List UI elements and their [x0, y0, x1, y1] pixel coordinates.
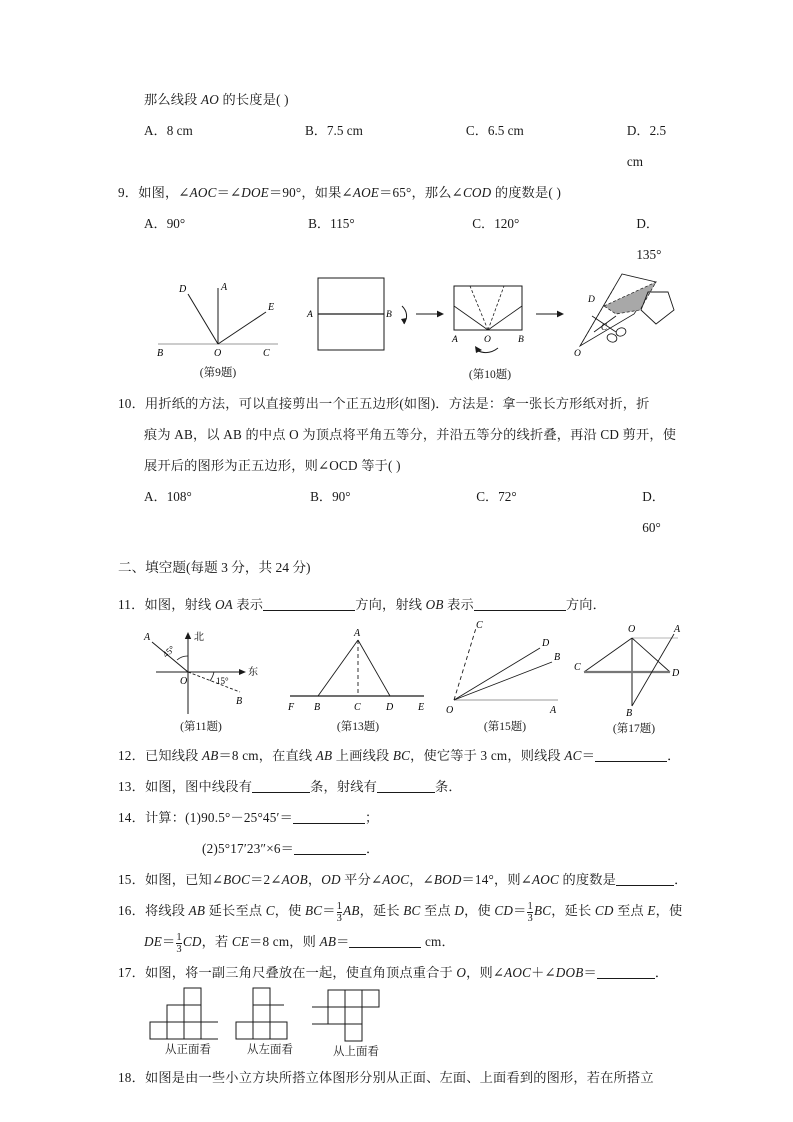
q11-label-A: A: [144, 632, 151, 643]
q9-label-O: O: [214, 348, 222, 359]
figure-q9-caption: (第9题): [199, 367, 237, 379]
q15-label-D: D: [542, 638, 550, 649]
figure-q17-caption: (第17题): [612, 723, 656, 735]
question-17: 17．如图，将一副三角尺叠放在一起，使直角顶点重合于 O，则∠AOC＋∠DOB＝ ．: [118, 965, 669, 980]
q11-label-north: 北: [194, 632, 204, 643]
q9-label-D: D: [179, 284, 187, 295]
scissors-icon: [592, 316, 627, 343]
view-top-caption: 从上面看: [333, 1046, 379, 1058]
q16-blank[interactable]: [349, 933, 421, 948]
q16-fraction-3: $\frac{1}{3}$: [176, 932, 182, 955]
q17-label-O: O: [628, 624, 636, 635]
q11-number: 11．: [118, 597, 145, 612]
question-16-line1: 16．将线段 AB 延长至点 C，使 BC＝ $\frac{1}{3}$ AB，延长 BC 至点 D，使 CD＝ $\frac{1}{3}$ BC，延长 CD 至点 E，使: [118, 901, 683, 924]
q8-option-b[interactable]: B．7.5 cm: [304, 123, 363, 138]
q9-label-B: B: [157, 348, 164, 359]
question-16-line2: DE＝ $\frac{1}{3}$ CD，若 CE＝8 cm，则 AB＝ cm．: [144, 932, 455, 955]
question-8-stem: [118, 84, 683, 115]
figure-row-11-13-15-17: [118, 620, 683, 740]
q8-option-c[interactable]: C．6.5 cm: [465, 123, 524, 138]
q9-label-A: A: [221, 282, 228, 293]
q11-label-east: 东: [248, 667, 258, 678]
view-left-caption: 从左面看: [247, 1044, 293, 1056]
q16-fraction-2: $\frac{1}{3}$: [527, 901, 533, 924]
three-views-row: [118, 988, 683, 1060]
view-top: [308, 986, 404, 1059]
q9-label-C: C: [263, 348, 270, 359]
q10-label-B1: B: [386, 310, 392, 320]
q15-blank[interactable]: [616, 871, 674, 886]
q16-number: 16．: [118, 903, 145, 918]
q13-label-A: A: [354, 628, 361, 639]
q9-number: 9．: [118, 185, 139, 200]
q16-fraction-1: $\frac{1}{3}$: [336, 901, 343, 924]
q10-number: 10．: [118, 396, 145, 411]
q17-label-D: D: [672, 668, 680, 679]
q17-label-C: C: [574, 662, 581, 673]
q12-blank[interactable]: [595, 747, 667, 762]
q13-label-D: D: [386, 702, 394, 713]
q15-label-A: A: [550, 705, 557, 716]
q13-label-E: E: [418, 702, 425, 713]
q10-label-O1: O: [484, 335, 491, 345]
view-front: [146, 990, 230, 1057]
q10-option-c[interactable]: C．72°: [476, 489, 517, 504]
question-10-line1: 10．用折纸的方法，可以直接剪出一个正五边形(如图)．方法是：拿一张长方形纸对折，折: [118, 396, 650, 411]
q8-stem-var: AO: [201, 92, 220, 107]
q13-label-B: B: [314, 702, 321, 713]
q14-number: 14．: [118, 810, 145, 825]
q13-label-C: C: [354, 702, 361, 713]
figure-q15-caption: (第15题): [483, 721, 527, 733]
figure-row-9-10: [118, 270, 683, 388]
question-13: 13．如图，图中线段有 条，射线有 条．: [118, 779, 462, 794]
q11-label-B: B: [236, 696, 243, 707]
figure-q11-caption: (第11题): [180, 721, 222, 733]
q15-label-O: O: [446, 705, 454, 716]
question-9-stem: 9．如图，∠AOC＝∠DOE＝90°，如果∠AOE＝65°，那么∠COD 的度数是( ): [118, 185, 562, 200]
q11-angle-15: 15°: [216, 676, 229, 686]
q17-label-A: A: [674, 624, 681, 635]
question-10-line2: 痕为 AB，以 AB 的中点 O 为顶点将平角五等分，并沿五等分的线折叠，再沿 CD 剪开，使: [144, 427, 677, 442]
q12-number: 12．: [118, 748, 145, 763]
question-10-options: [118, 481, 683, 543]
question-8-options: [118, 115, 683, 177]
q8-option-a[interactable]: A．8 cm: [144, 123, 193, 138]
q15-label-C: C: [476, 620, 483, 631]
figure-q11: [136, 622, 266, 734]
question-15: 15．如图，已知∠BOC＝2∠AOB，OD 平分∠AOC，∠BOD＝14°，则∠AOC 的度数是 ．: [118, 872, 688, 887]
question-14-line2: (2)5°17′23″×6＝ ．: [202, 841, 380, 856]
view-left: [228, 990, 312, 1057]
page-content: [118, 84, 688, 1093]
q8-option-d[interactable]: D．2.5 cm: [626, 123, 667, 169]
q8-stem-post: 的长度是( ): [219, 92, 289, 107]
q17-blank[interactable]: [597, 964, 655, 979]
q9-label-E: E: [268, 302, 275, 313]
q11-blank-1[interactable]: [263, 596, 355, 611]
q9-option-d[interactable]: D．135°: [636, 216, 662, 262]
figure-q13: [284, 622, 432, 734]
q11-label-O: O: [180, 676, 188, 687]
q10-option-b[interactable]: B．90°: [310, 489, 351, 504]
q13-number: 13．: [118, 779, 145, 794]
q11-angle-45: 45°: [160, 643, 177, 660]
q15-label-B: B: [554, 652, 561, 663]
q10-label-A1: A: [307, 310, 313, 320]
q10-option-a[interactable]: A．108°: [144, 489, 192, 504]
q14-blank-1[interactable]: [293, 809, 365, 824]
figure-q10-caption: (第10题): [468, 369, 512, 381]
q10-label-C: C: [601, 322, 608, 332]
q13-blank-2[interactable]: [377, 778, 435, 793]
question-14-line1: 14．计算：(1)90.5°－25°45′＝ ；: [118, 810, 379, 825]
view-front-caption: 从正面看: [165, 1044, 211, 1056]
q10-label-B2: B: [518, 335, 524, 345]
question-9-options: [118, 208, 683, 270]
q10-option-d[interactable]: D．60°: [642, 489, 665, 535]
q8-stem-pre: 那么线段: [144, 92, 202, 107]
q9-option-c[interactable]: C．120°: [472, 216, 520, 231]
q9-option-b[interactable]: B．115°: [308, 216, 355, 231]
question-10-line3: 展开后的图形为正五边形，则∠OCD 等于( ): [144, 458, 401, 473]
figure-q15: [440, 618, 570, 734]
section-2-title: 二、填空题(每题 3 分，共 24 分): [118, 560, 311, 575]
question-11-stem: 11．如图，射线 OA 表示 方向，射线 OB 表示 方向．: [118, 597, 607, 612]
question-18: 18．如图是由一些小立方块所搭立体图形分别从正面、左面、上面看到的图形，若在所搭立: [118, 1070, 654, 1085]
q18-number: 18．: [118, 1070, 145, 1085]
q17-label-B: B: [626, 708, 633, 719]
figure-q13-caption: (第13题): [336, 721, 380, 733]
figure-q17: [574, 620, 694, 736]
q17-number: 17．: [118, 965, 145, 980]
q14-blank-2[interactable]: [294, 840, 366, 855]
q13-blank-1[interactable]: [252, 778, 310, 793]
figure-q10: [304, 270, 676, 382]
q10-label-D: D: [588, 295, 595, 305]
q10-label-O2: O: [574, 349, 581, 359]
q13-label-F: F: [288, 702, 295, 713]
figure-q9: [148, 276, 288, 380]
q9-option-a[interactable]: A．90°: [144, 216, 186, 231]
q15-number: 15．: [118, 872, 145, 887]
q10-label-A2: A: [452, 335, 458, 345]
q11-blank-2[interactable]: [474, 596, 566, 611]
question-12: 12．已知线段 AB＝8 cm，在直线 AB 上画线段 BC，使它等于 3 cm，则线段 AC＝ ．: [118, 748, 681, 763]
